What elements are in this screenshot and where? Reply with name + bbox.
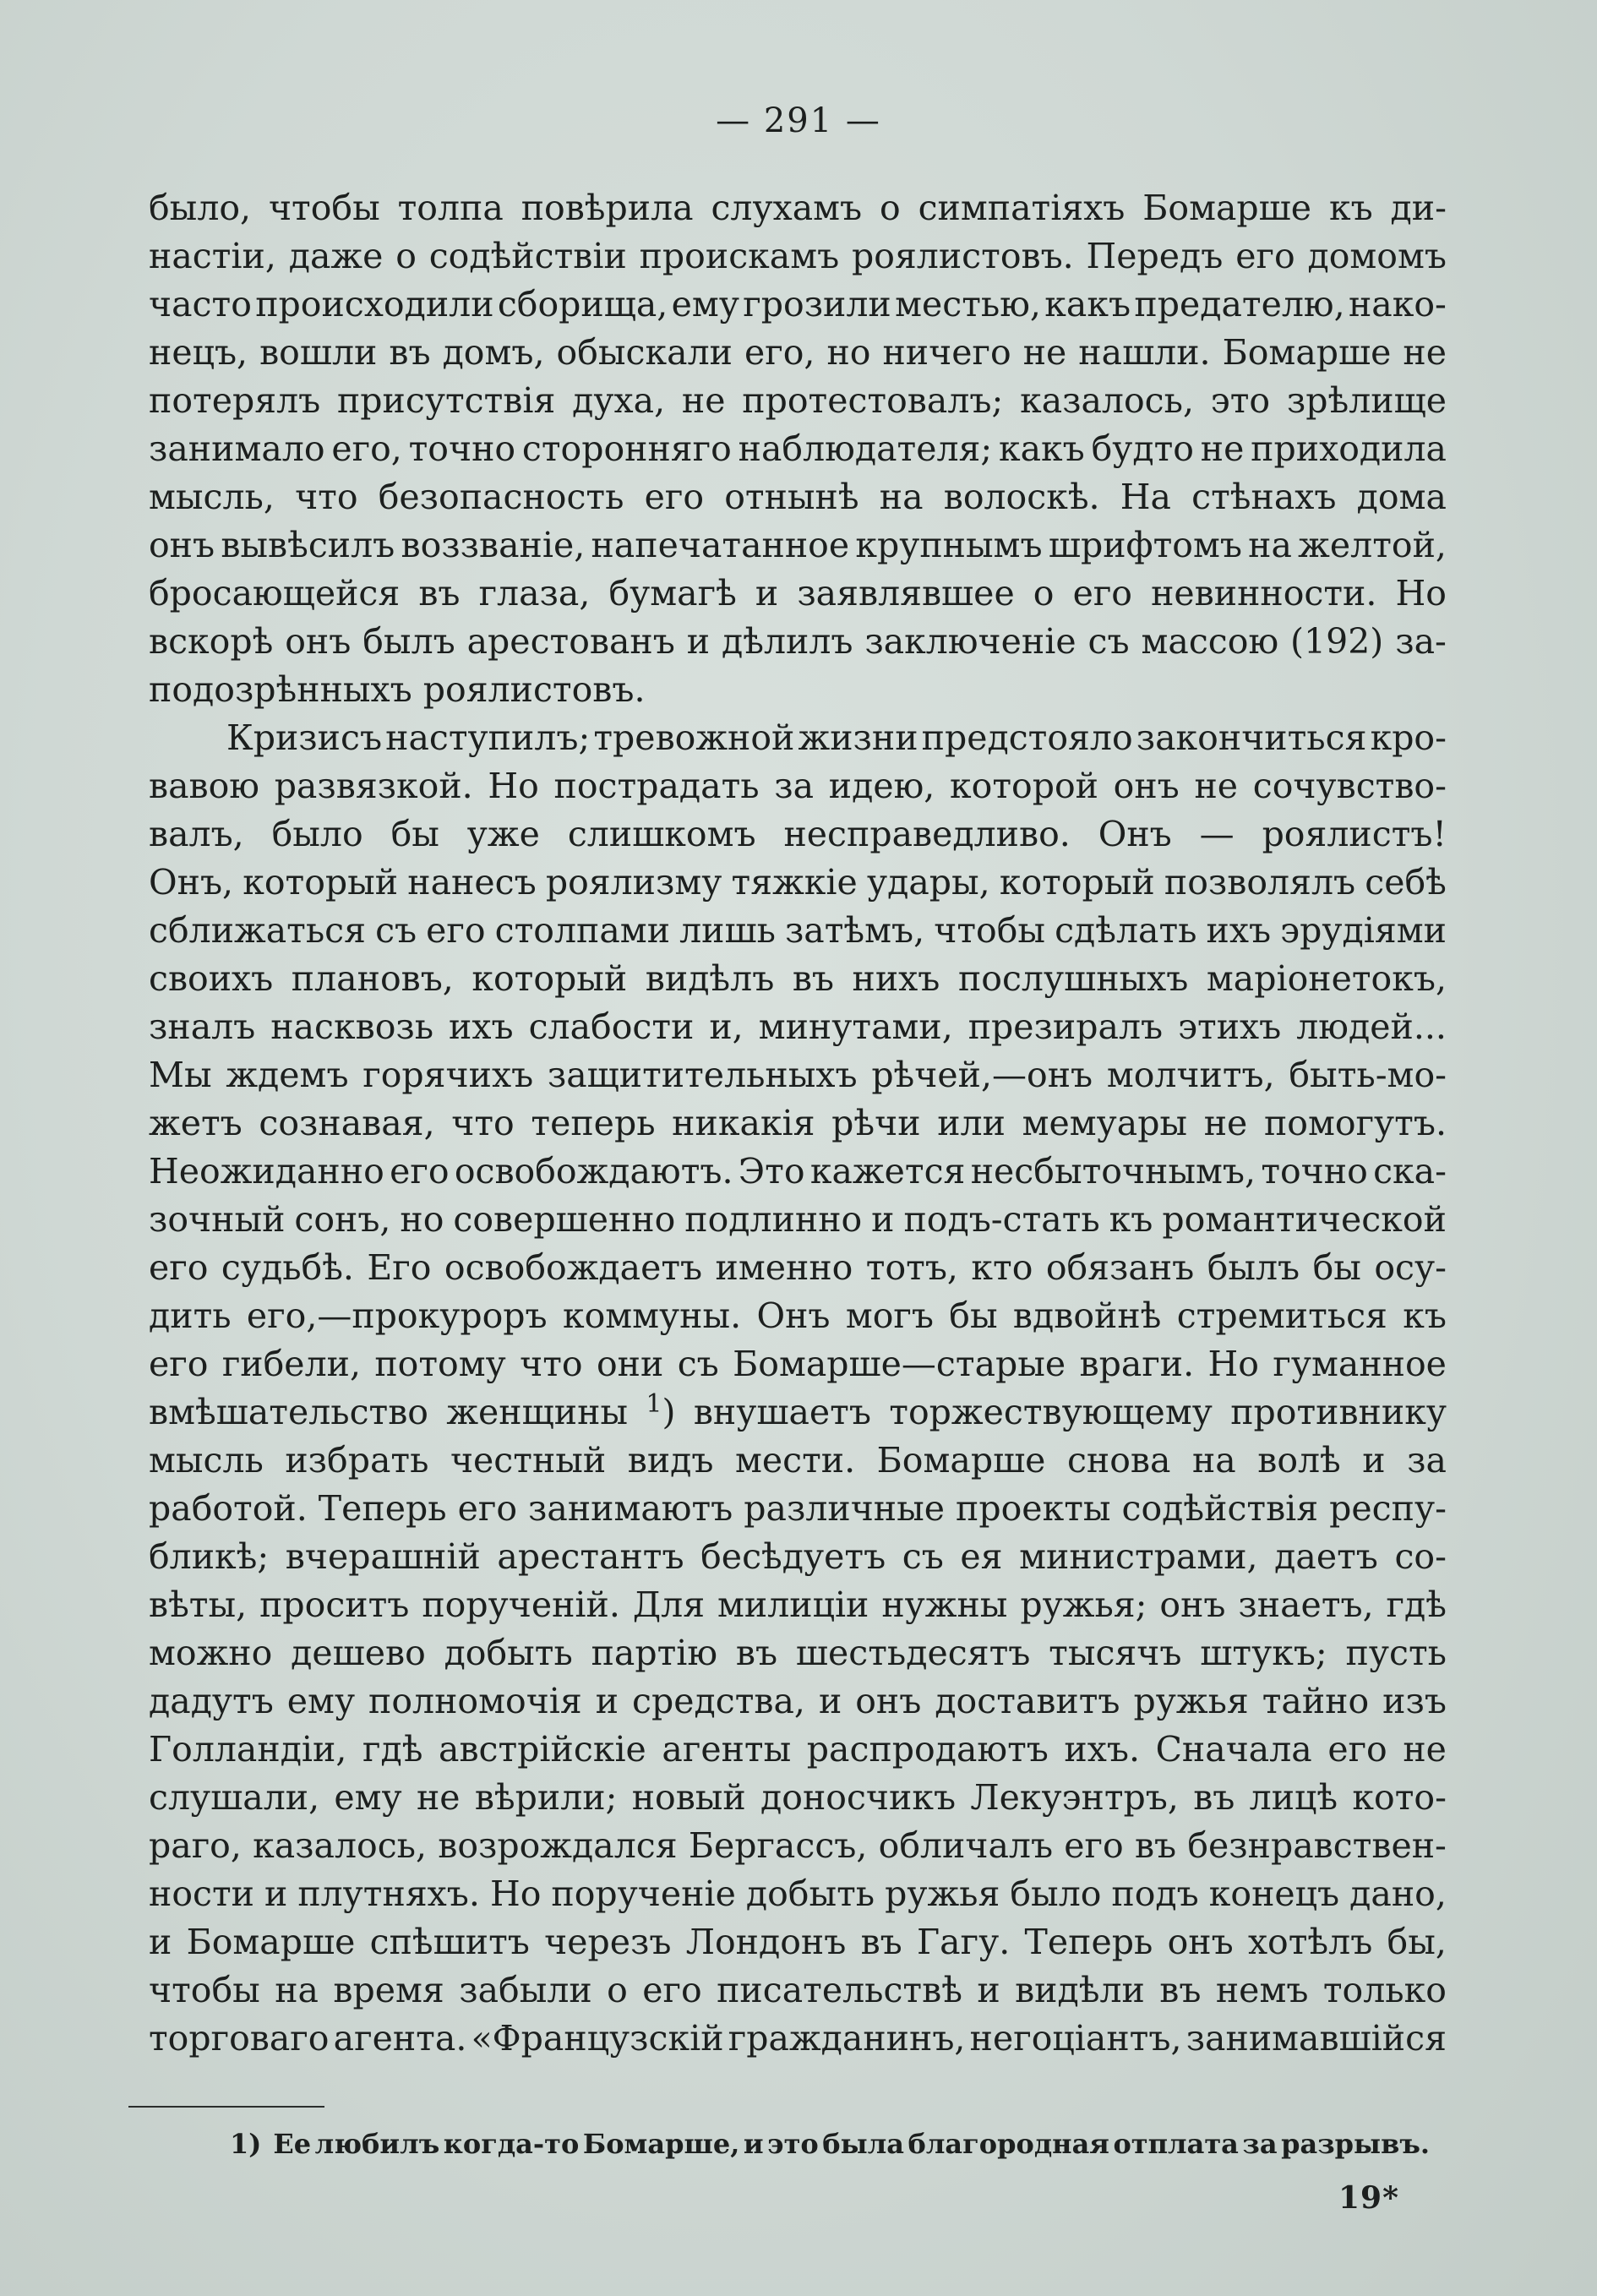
text-line-with-footnote-ref: вмѣшательство женщины $^1$) внушаетъ торжествующему противнику	[149, 1389, 1447, 1432]
text-line: жетъ сознавая, что теперь никакія рѣчи или мемуары не помогутъ.	[149, 1103, 1447, 1143]
text-line: сближаться съ его столпами лишь затѣмъ, чтобы сдѣлать ихъ эрудіями	[149, 910, 1447, 951]
text-line: Кризисъ наступилъ; тревожной жизни предстояло закончиться кро-	[226, 717, 1447, 758]
signature-mark: 19*	[1338, 2180, 1399, 2216]
text-line: своихъ плановъ, который видѣлъ въ нихъ послушныхъ маріонетокъ,	[149, 958, 1447, 999]
text-line: раго, казалось, возрождался Бергассъ, обличалъ его въ безнравствен-	[149, 1825, 1447, 1866]
text-line: вѣты, проситъ порученій. Для милиціи нужны ружья; онъ знаетъ, гдѣ	[149, 1584, 1447, 1625]
text-line: можно дешево добыть партію въ шестьдесятъ тысячъ штукъ; пусть	[149, 1633, 1447, 1673]
text-line: вскорѣ онъ былъ арестованъ и дѣлилъ заключеніе съ массою (192) за-	[149, 621, 1447, 662]
text-line: дить его,—прокуроръ коммуны. Онъ могъ бы вдвойнѣ стремиться къ	[149, 1295, 1447, 1336]
body-text	[149, 184, 1447, 2111]
text-line: и Бомарше спѣшитъ черезъ Лондонъ въ Гагу. Теперь онъ хотѣлъ бы,	[149, 1922, 1447, 1962]
footnote	[230, 2128, 1430, 2160]
text-line: Голландіи, гдѣ австрійскіе агенты распродаютъ ихъ. Сначала его не	[149, 1729, 1447, 1770]
text-line: слушали, ему не вѣрили; новый доносчикъ Лекуэнтръ, въ лицѣ кото-	[149, 1777, 1447, 1818]
text-line: настіи, даже о содѣйствіи проискамъ роялистовъ. Передъ его домомъ	[149, 236, 1447, 276]
text-line: потерялъ присутствія духа, не протестовалъ; казалось, это зрѣлище	[149, 380, 1447, 421]
text-line: онъ вывѣсилъ воззваніе, напечатанное крупнымъ шрифтомъ на желтой,	[149, 525, 1447, 565]
text-line: чтобы на время забыли о его писательствѣ и видѣли въ немъ только	[149, 1970, 1447, 2010]
text-line: нецъ, вошли въ домъ, обыскали его, но ничего не нашли. Бомарше не	[149, 332, 1447, 373]
text-line: валъ, было бы уже слишкомъ несправедливо. Онъ — роялистъ!	[149, 814, 1447, 854]
text-line: торговаго агента. «Французскій гражданинъ, негоціантъ, занимавшійся	[149, 2018, 1447, 2059]
text-line: занимало его, точно сторонняго наблюдателя; какъ будто не приходила	[149, 428, 1447, 469]
footnote-text: Ее любилъ когда-то Бомарше, и это была благородная отплата за разрывъ.	[273, 2128, 1430, 2160]
text-line: подозрѣнныхъ роялистовъ.	[149, 669, 646, 710]
text-line: Неожиданно его освобождаютъ. Это кажется несбыточнымъ, точно ска-	[149, 1151, 1447, 1192]
text-line: бросающейся въ глаза, бумагѣ и заявлявшее о его невинности. Но	[149, 573, 1447, 614]
text-line: зочный сонъ, но совершенно подлинно и подъ-стать къ романтической	[149, 1199, 1447, 1240]
text-line: бликѣ; вчерашній арестантъ бесѣдуетъ съ ея министрами, даетъ со-	[149, 1536, 1447, 1577]
text-line: дадутъ ему полномочія и средства, и онъ доставитъ ружья тайно изъ	[149, 1681, 1447, 1721]
text-line: ности и плутняхъ. Но порученіе добыть ружья было подъ конецъ дано,	[149, 1873, 1447, 1914]
text-line: его гибели, потому что они съ Бомарше—старые враги. Но гуманное	[149, 1344, 1447, 1384]
footnote-marker: 1)	[230, 2128, 262, 2160]
text-line: Онъ, который нанесъ роялизму тяжкіе удары, который позволялъ себѣ	[149, 862, 1447, 903]
text-line: вавою развязкой. Но пострадать за идею, которой онъ не сочувство-	[149, 766, 1447, 806]
text-line: его судьбѣ. Его освобождаетъ именно тотъ, кто обязанъ былъ бы осу-	[149, 1247, 1447, 1288]
page-number: — 291 —	[716, 101, 881, 140]
text-line: было, чтобы толпа повѣрила слухамъ о симпатіяхъ Бомарше къ ди-	[149, 188, 1447, 228]
text-line	[149, 2063, 1447, 2111]
footnote-divider	[128, 2106, 324, 2108]
text-line: Мы ждемъ горячихъ защитительныхъ рѣчей,—онъ молчитъ, быть-мо-	[149, 1055, 1447, 1095]
footnote-reference: 1	[646, 1389, 662, 1419]
text-line: мысль избрать честный видъ мести. Бомарше снова на волѣ и за	[149, 1440, 1447, 1481]
text-line: мысль, что безопасность его отнынѣ на волоскѣ. На стѣнахъ дома	[149, 477, 1447, 517]
text-line: работой. Теперь его занимаютъ различные проекты содѣйствія респу-	[149, 1488, 1447, 1529]
text-line: часто происходили сборища, ему грозили местью, какъ предателю, нако-	[149, 284, 1447, 324]
text-line: зналъ насквозь ихъ слабости и, минутами, презиралъ этихъ людей...	[149, 1006, 1447, 1047]
